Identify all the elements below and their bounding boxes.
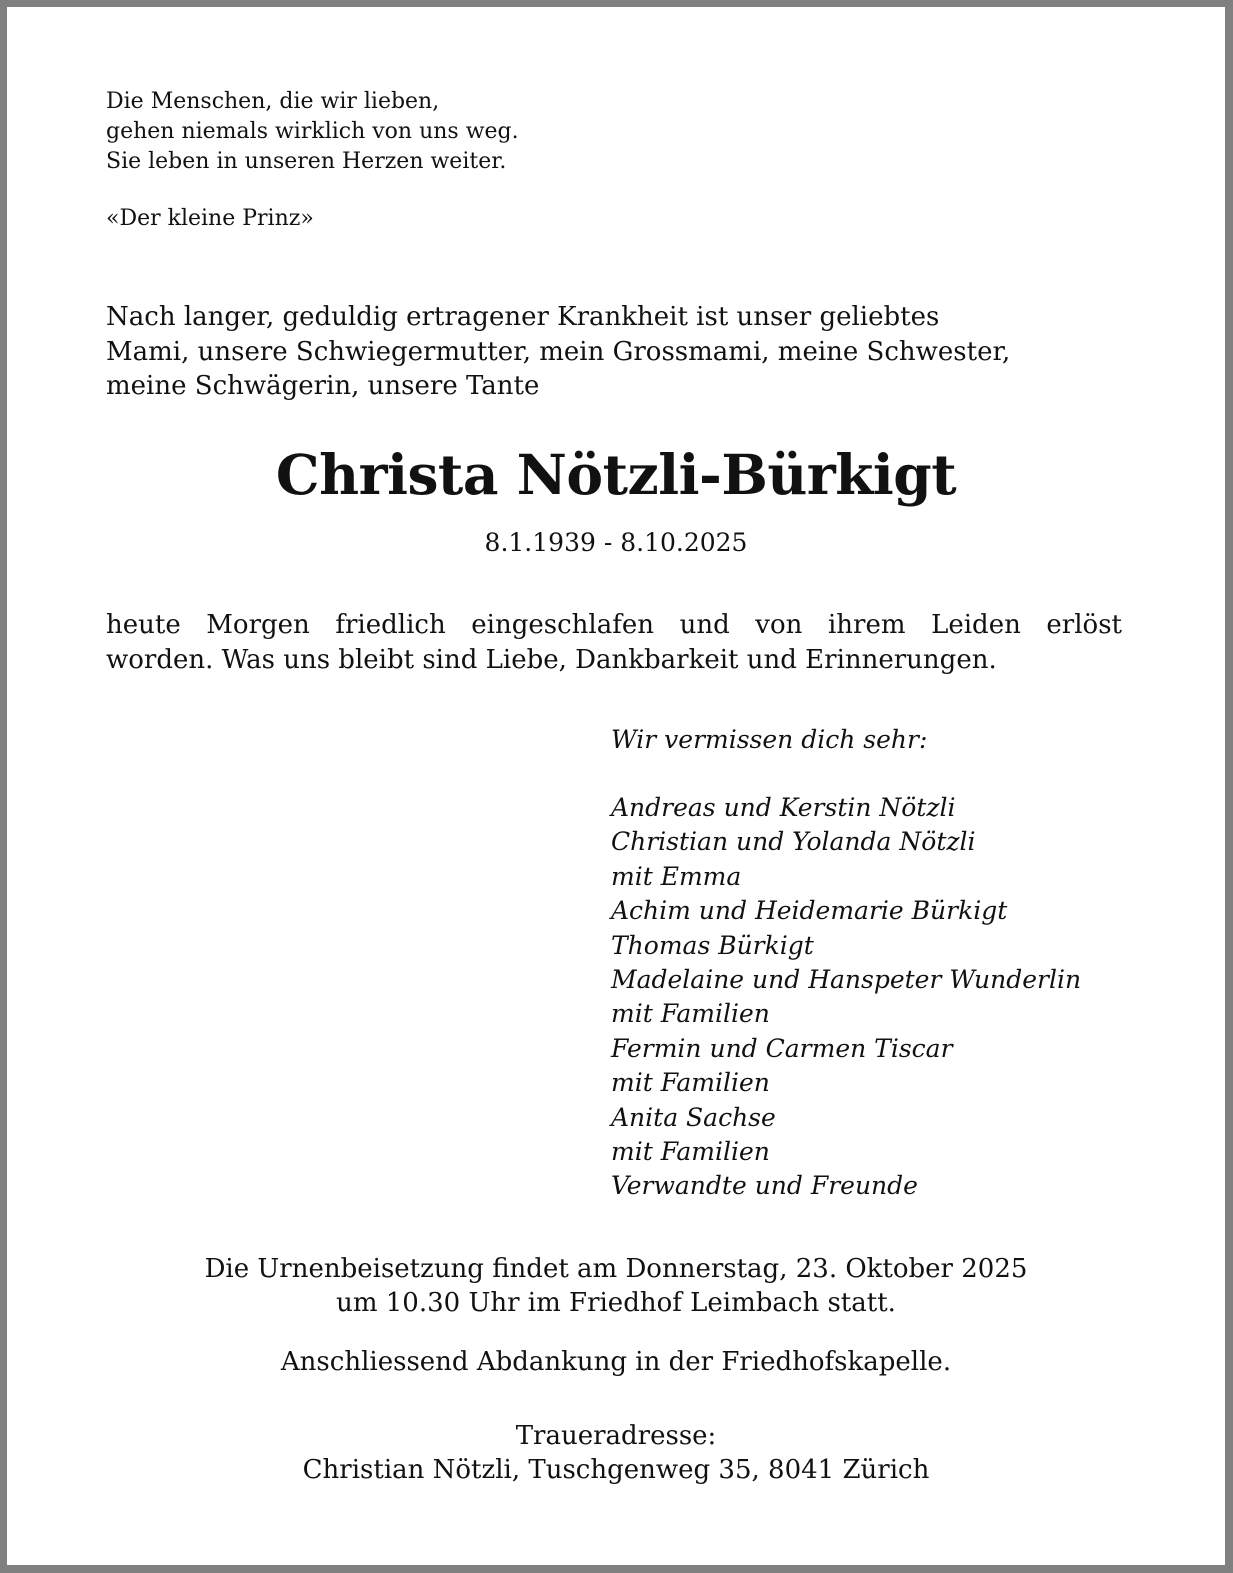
mourner: mit Familien — [611, 1068, 770, 1098]
intro-line: Nach langer, geduldig ertragener Krankheit ist unser geliebtes — [106, 302, 940, 332]
mourners-list — [611, 791, 1081, 1204]
epigraph-line: Sie leben in unseren Herzen weiter. — [106, 149, 507, 174]
mourners-heading: Wir vermissen dich sehr: — [611, 725, 928, 754]
intro-line: meine Schwägerin, unsere Tante — [106, 371, 540, 401]
mourner: Thomas Bürkigt — [611, 930, 814, 960]
funeral-info — [7, 1252, 1225, 1320]
life-dates: 8.1.1939 - 8.10.2025 — [484, 528, 748, 557]
obituary-page — [7, 7, 1225, 1565]
deceased-name: Christa Nötzli-Bürkigt — [275, 442, 957, 507]
mourner: Fermin und Carmen Tiscar — [611, 1033, 953, 1063]
mourner: Madelaine und Hanspeter Wunderlin — [611, 965, 1082, 995]
epigraph-source: «Der kleine Prinz» — [106, 206, 314, 231]
funeral-line: Die Urnenbeisetzung findet am Donnerstag, 23. Oktober 2025 — [204, 1254, 1028, 1284]
mourner: mit Familien — [611, 1137, 770, 1167]
epigraph-line: gehen niemals wirklich von uns weg. — [106, 119, 519, 144]
funeral-line: um 10.30 Uhr im Friedhof Leimbach statt. — [336, 1288, 896, 1318]
ceremony-info: Anschliessend Abdankung in der Friedhofskapelle. — [280, 1347, 952, 1377]
mourner: Andreas und Kerstin Nötzli — [611, 793, 956, 822]
epigraph — [106, 87, 519, 177]
mourner: mit Emma — [611, 861, 742, 891]
mourner: Achim und Heidemarie Bürkigt — [611, 896, 1008, 926]
mourner: Christian und Yolanda Nötzli — [611, 827, 976, 857]
mourner: Verwandte und Freunde — [611, 1171, 918, 1201]
message-text — [106, 608, 1122, 678]
message-line: heute Morgen friedlich eingeschlafen und von ihrem Leiden erlöst — [106, 610, 1122, 640]
intro-text — [106, 300, 1010, 404]
mourner: Anita Sachse — [611, 1102, 776, 1132]
message-line: worden. Was uns bleibt sind Liebe, Dankbarkeit und Erinnerungen. — [106, 645, 997, 675]
mourning-address — [7, 1419, 1225, 1487]
address-value: Christian Nötzli, Tuschgenweg 35, 8041 Zürich — [302, 1455, 930, 1485]
address-label: Traueradresse: — [515, 1421, 717, 1451]
epigraph-line: Die Menschen, die wir lieben, — [106, 89, 440, 114]
intro-line: Mami, unsere Schwiegermutter, mein Grossmami, meine Schwester, — [106, 336, 1011, 367]
mourner: mit Familien — [611, 999, 770, 1029]
